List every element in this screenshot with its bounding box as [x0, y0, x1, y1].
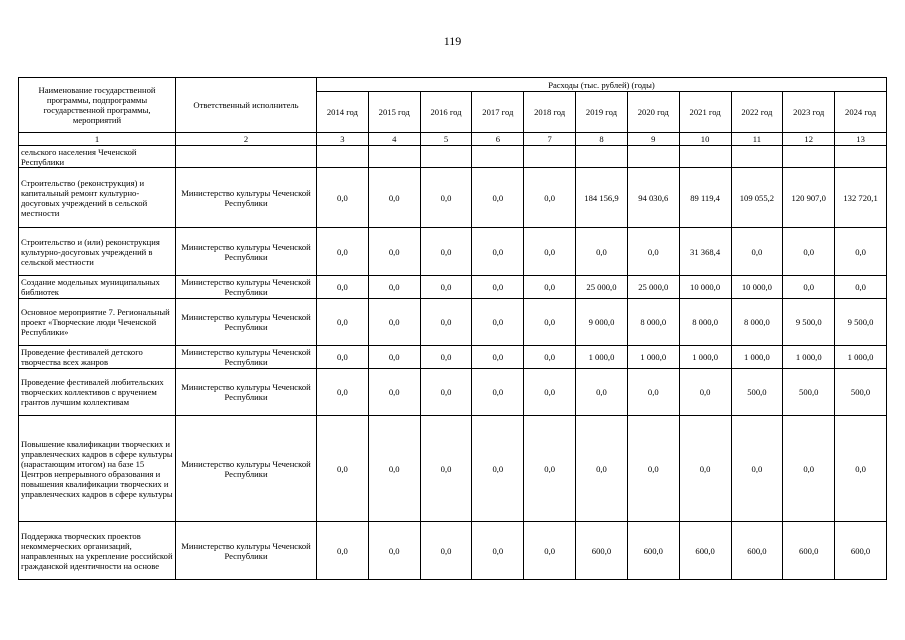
column-number: 11: [731, 133, 783, 146]
row-name: Проведение фестивалей любительских творческих коллективов с вручением грантов лучшим коллективам: [19, 369, 176, 416]
header-year: 2015 год: [368, 92, 420, 133]
row-value: 184 156,9: [576, 168, 628, 228]
row-value: [472, 146, 524, 168]
row-executor: Министерство культуры Чеченской Республики: [176, 276, 317, 299]
header-expenses: Расходы (тыс. рублей) (годы): [317, 78, 887, 92]
column-number: 1: [19, 133, 176, 146]
header-year: 2017 год: [472, 92, 524, 133]
row-value: 8 000,0: [731, 299, 783, 346]
row-value: 31 368,4: [679, 228, 731, 276]
row-value: 0,0: [317, 168, 369, 228]
row-value: 0,0: [317, 299, 369, 346]
row-value: 109 055,2: [731, 168, 783, 228]
row-value: 0,0: [317, 416, 369, 522]
row-value: 9 000,0: [576, 299, 628, 346]
row-value: 500,0: [835, 369, 887, 416]
column-number: 10: [679, 133, 731, 146]
row-value: 0,0: [835, 228, 887, 276]
row-value: 500,0: [731, 369, 783, 416]
row-value: 0,0: [368, 346, 420, 369]
row-value: 0,0: [627, 228, 679, 276]
table-row: [19, 299, 887, 346]
row-name: Поддержка творческих проектов некоммерческих организаций, направленных на укрепление российской гражданской идентичности на основе: [19, 522, 176, 580]
row-value: 0,0: [368, 228, 420, 276]
row-value: 600,0: [576, 522, 628, 580]
row-value: 0,0: [317, 228, 369, 276]
table-row: [19, 228, 887, 276]
row-value: 1 000,0: [731, 346, 783, 369]
row-executor: Министерство культуры Чеченской Республики: [176, 522, 317, 580]
row-value: 0,0: [368, 276, 420, 299]
row-value: 0,0: [524, 369, 576, 416]
column-number: 12: [783, 133, 835, 146]
row-value: [835, 146, 887, 168]
row-value: 0,0: [679, 369, 731, 416]
row-value: 0,0: [420, 168, 472, 228]
row-value: 0,0: [472, 228, 524, 276]
header-year: 2018 год: [524, 92, 576, 133]
row-value: 0,0: [420, 369, 472, 416]
row-value: 1 000,0: [627, 346, 679, 369]
row-name: Строительство и (или) реконструкция культурно-досуговых учреждений в сельской местности: [19, 228, 176, 276]
row-value: 0,0: [317, 522, 369, 580]
row-executor: Министерство культуры Чеченской Республики: [176, 228, 317, 276]
row-value: 1 000,0: [835, 346, 887, 369]
row-value: [731, 146, 783, 168]
row-value: 0,0: [420, 346, 472, 369]
row-value: 9 500,0: [783, 299, 835, 346]
row-value: 0,0: [368, 299, 420, 346]
row-value: 0,0: [576, 369, 628, 416]
row-value: 0,0: [368, 522, 420, 580]
row-value: 0,0: [783, 276, 835, 299]
row-value: 0,0: [679, 416, 731, 522]
row-name: Создание модельных муниципальных библиотек: [19, 276, 176, 299]
row-value: 0,0: [420, 416, 472, 522]
row-value: 0,0: [420, 299, 472, 346]
row-value: 0,0: [472, 299, 524, 346]
page-number: 119: [443, 34, 462, 48]
row-value: 9 500,0: [835, 299, 887, 346]
table-row: [19, 416, 887, 522]
column-number: 2: [176, 133, 317, 146]
row-name: Проведение фестивалей детского творчества всех жанров: [19, 346, 176, 369]
row-value: 0,0: [783, 228, 835, 276]
row-name: Повышение квалификации творческих и управленческих кадров в сфере культуры (нарастающим итогом) на базе 15 Центров непрерывного образования и повышения квалификации творческих и управленческих кадров в сфере культуры: [19, 416, 176, 522]
header-year: 2016 год: [420, 92, 472, 133]
row-value: 0,0: [627, 369, 679, 416]
header-year: 2020 год: [627, 92, 679, 133]
row-value: 0,0: [472, 168, 524, 228]
column-number: 4: [368, 133, 420, 146]
column-number: 8: [576, 133, 628, 146]
row-value: 0,0: [783, 416, 835, 522]
table-row: [19, 146, 887, 168]
row-value: 0,0: [524, 416, 576, 522]
row-value: 0,0: [835, 276, 887, 299]
header-year: 2022 год: [731, 92, 783, 133]
row-value: 0,0: [472, 416, 524, 522]
row-value: [420, 146, 472, 168]
column-number: 6: [472, 133, 524, 146]
table-row: [19, 276, 887, 299]
row-value: [524, 146, 576, 168]
header-year: 2024 год: [835, 92, 887, 133]
header-year: 2014 год: [317, 92, 369, 133]
row-value: 120 907,0: [783, 168, 835, 228]
budget-table: [18, 77, 887, 580]
row-value: 25 000,0: [627, 276, 679, 299]
table-row: [19, 168, 887, 228]
row-value: 600,0: [835, 522, 887, 580]
header-year: 2021 год: [679, 92, 731, 133]
row-executor: [176, 146, 317, 168]
row-value: 0,0: [524, 228, 576, 276]
row-value: 0,0: [576, 416, 628, 522]
column-number: 7: [524, 133, 576, 146]
row-value: 500,0: [783, 369, 835, 416]
row-value: 1 000,0: [576, 346, 628, 369]
row-value: 0,0: [576, 228, 628, 276]
row-name: Строительство (реконструкция) и капитальный ремонт культурно-досуговых учреждений в сельской местности: [19, 168, 176, 228]
row-executor: Министерство культуры Чеченской Республики: [176, 369, 317, 416]
row-value: 25 000,0: [576, 276, 628, 299]
row-value: [368, 146, 420, 168]
row-name: сельского населения Чеченской Республики: [19, 146, 176, 168]
header-name-column: Наименование государственной программы, подпрограммы государственной программы, мероприятий: [19, 78, 176, 133]
row-executor: Министерство культуры Чеченской Республики: [176, 168, 317, 228]
row-value: 0,0: [472, 522, 524, 580]
row-value: 0,0: [524, 168, 576, 228]
row-value: 600,0: [679, 522, 731, 580]
row-executor: Министерство культуры Чеченской Республики: [176, 299, 317, 346]
row-value: 600,0: [731, 522, 783, 580]
row-name: Основное мероприятие 7. Региональный проект «Творческие люди Чеченской Республики»: [19, 299, 176, 346]
row-value: 0,0: [524, 299, 576, 346]
row-value: 0,0: [524, 522, 576, 580]
row-value: [576, 146, 628, 168]
row-value: 0,0: [627, 416, 679, 522]
row-value: 10 000,0: [731, 276, 783, 299]
header-executor-column: Ответственный исполнитель: [176, 78, 317, 133]
row-value: 8 000,0: [627, 299, 679, 346]
row-value: 0,0: [524, 276, 576, 299]
row-value: 0,0: [420, 228, 472, 276]
header-year: 2019 год: [576, 92, 628, 133]
row-value: 0,0: [317, 346, 369, 369]
row-value: 0,0: [835, 416, 887, 522]
row-value: 0,0: [317, 369, 369, 416]
row-value: 0,0: [472, 276, 524, 299]
row-value: 0,0: [420, 522, 472, 580]
row-value: 8 000,0: [679, 299, 731, 346]
column-number: 9: [627, 133, 679, 146]
row-value: [627, 146, 679, 168]
table-row: [19, 369, 887, 416]
row-value: 10 000,0: [679, 276, 731, 299]
row-value: 1 000,0: [679, 346, 731, 369]
row-value: 0,0: [731, 416, 783, 522]
row-executor: Министерство культуры Чеченской Республики: [176, 416, 317, 522]
row-value: 0,0: [420, 276, 472, 299]
row-value: [679, 146, 731, 168]
column-number: 5: [420, 133, 472, 146]
row-value: 0,0: [368, 369, 420, 416]
header-year: 2023 год: [783, 92, 835, 133]
table-row: [19, 346, 887, 369]
row-value: 0,0: [472, 369, 524, 416]
row-value: 0,0: [524, 346, 576, 369]
row-value: 0,0: [317, 276, 369, 299]
column-number: 3: [317, 133, 369, 146]
row-value: [783, 146, 835, 168]
column-numbers-row: [19, 133, 887, 146]
row-value: 0,0: [472, 346, 524, 369]
row-executor: Министерство культуры Чеченской Республики: [176, 346, 317, 369]
row-value: 600,0: [783, 522, 835, 580]
column-number: 13: [835, 133, 887, 146]
table-body: [19, 133, 887, 580]
row-value: 94 030,6: [627, 168, 679, 228]
row-value: 132 720,1: [835, 168, 887, 228]
row-value: [317, 146, 369, 168]
row-value: 600,0: [627, 522, 679, 580]
row-value: 89 119,4: [679, 168, 731, 228]
row-value: 0,0: [731, 228, 783, 276]
table-row: [19, 522, 887, 580]
row-value: 0,0: [368, 168, 420, 228]
row-value: 0,0: [368, 416, 420, 522]
row-value: 1 000,0: [783, 346, 835, 369]
